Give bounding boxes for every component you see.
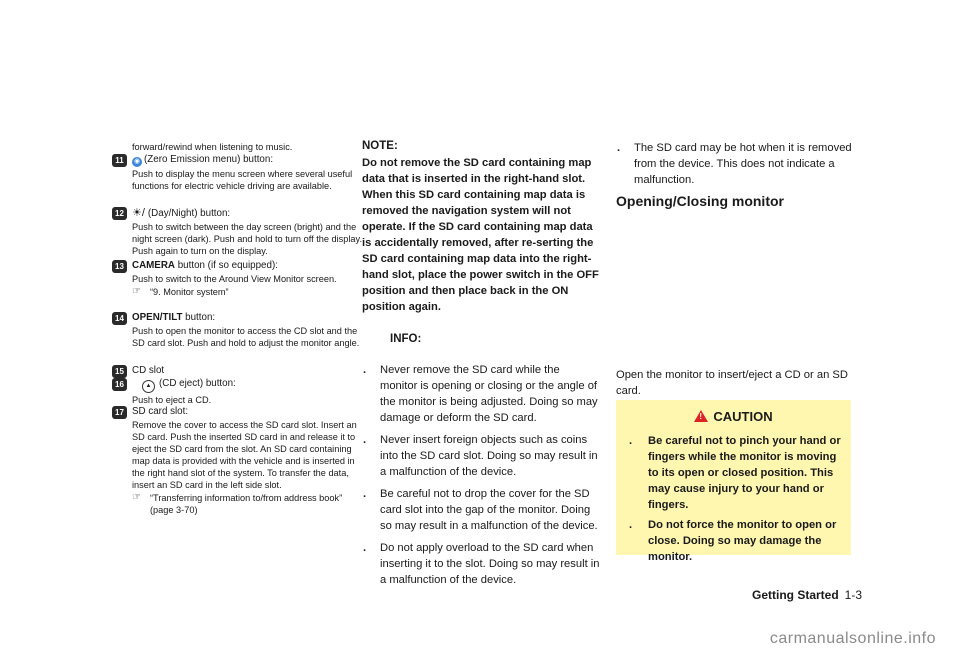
item-camera: 13 CAMERA button (if so equipped): Push to switch to the Around View Monitor screen. ☞ “9. Monitor system”	[112, 260, 368, 298]
caution-item: . Be careful not to pinch your hand or fingers while the monitor is moving to its open or closed position. This may cause injury to your hand or fingers.	[629, 435, 841, 511]
zero-emission-icon: ◉	[133, 158, 141, 165]
page-number: 1-3	[844, 588, 862, 602]
page-footer	[752, 588, 862, 602]
watermark: carmanualsonline.info	[769, 630, 936, 647]
info-label: INFO:	[390, 333, 422, 345]
body-text: Open the monitor to insert/eject a CD or an SD card.	[616, 369, 848, 397]
eject-icon: ▲	[142, 380, 155, 393]
caution-item: . Do not force the monitor to open or close. Doing so may damage the monitor.	[629, 519, 837, 563]
item-description: Remove the cover to access the SD card slot. Insert an SD card. Push the inserted SD card in and release it to eject the SD card from the slot. An SD card containing map data is provided with the vehicle and is inserted in the right hand slot of the system. To transfer the data, insert an SD card in the left side slot.	[132, 420, 357, 491]
reference-link[interactable]: “Transferring information to/from address book” (page 3-70)	[150, 493, 343, 516]
item-zero-emission: 11 ◉ (Zero Emission menu) button: Push to display the menu screen where several useful functions for electric vehicle driving are available.	[112, 154, 368, 192]
item-number: 17	[112, 406, 127, 419]
item-number: 11	[112, 154, 127, 167]
item-description: Push to open the monitor to access the CD slot and the SD card slot. Push and hold to adjust the monitor angle.	[132, 326, 360, 349]
info-bullet-list	[362, 362, 600, 588]
item-number: 14	[112, 312, 127, 325]
item-sd-slot: 17 SD card slot: Remove the cover to access the SD card slot. Insert an SD card. Push the inserted SD card in and release it to eject the SD card from the slot. An SD card containing map data is provided with the vehicle and is inserted in the right hand slot of the system. To transfer the data, insert an SD card in the left side slot. ☞ “Transferring information to/from address book” (page 3-70)	[112, 406, 368, 516]
item-number: 16	[112, 378, 127, 391]
item-day-night: 12 ☀/ (Day/Night) button: Push to switch between the day screen (bright) and the night screen (dark). Push and hold to turn off the display. Push again to turn on the display.	[112, 207, 368, 257]
item-description: Push to switch to the Around View Monitor screen.	[132, 274, 337, 285]
caution-heading: ! CAUTION	[616, 409, 851, 424]
list-item: . Never insert foreign objects such as coins into the SD card slot. Doing so may result in a malfunction of the device.	[363, 434, 598, 478]
lead-text: forward/rewind when listening to music.	[132, 142, 293, 152]
item-description: Push to eject a CD.	[132, 395, 212, 405]
footer-section: Getting Started	[751, 588, 839, 602]
note-label: NOTE:	[362, 140, 398, 152]
item-number: 12	[112, 207, 127, 220]
list-item: . Be careful not to drop the cover for the SD card slot into the gap of the monitor. Doing so may result in a malfunction of the device.	[363, 488, 598, 532]
item-number: 13	[112, 260, 127, 273]
reference-icon: ☞	[132, 286, 141, 298]
list-item: . Do not apply overload to the SD card when inserting it to the slot. Doing so may result in a malfunction of the device.	[363, 542, 600, 586]
reference-link[interactable]: “9. Monitor system”	[150, 287, 229, 298]
list-item: . The SD card may be hot when it is removed from the device. This does not indicate a malfunction.	[617, 142, 852, 186]
item-number: 15	[112, 365, 127, 378]
caution-box	[616, 400, 851, 563]
item-cd-slot: 15 CD slot	[112, 365, 368, 377]
day-night-icon: ☀/	[132, 207, 145, 219]
reference-icon: ☞	[132, 492, 141, 504]
item-description: Push to switch between the day screen (bright) and the night screen (dark). Push and hold to turn off the display. Push again to turn on the display.	[132, 222, 362, 257]
item-description: Push to display the menu screen where several useful functions for electric vehicle driving are available.	[132, 169, 353, 191]
item-cd-eject: 16 ▲ (CD eject) button: Push to eject a CD.	[112, 378, 368, 406]
warning-triangle-icon: !	[694, 410, 708, 422]
list-item: . Never remove the SD card while the monitor is opening or closing or the angle of the monitor is being adjusted. Doing so may damage or deform the SD card.	[363, 364, 598, 424]
section-title: Opening/Closing monitor	[616, 193, 784, 209]
item-open-tilt: 14 OPEN/TILT button: Push to open the monitor to access the CD slot and the SD card slot. Push and hold to adjust the monitor angle.	[112, 312, 368, 349]
note-body: Do not remove the SD card containing map data that is inserted in the right-hand slot. When this SD card containing map data is removed the navigation system will not operate. If the SD card containing map data is accidentally removed, after re-serting the SD card containing map data into the right-hand slot, place the power switch in the OFF position and then place back in the ON position again.	[362, 157, 599, 313]
